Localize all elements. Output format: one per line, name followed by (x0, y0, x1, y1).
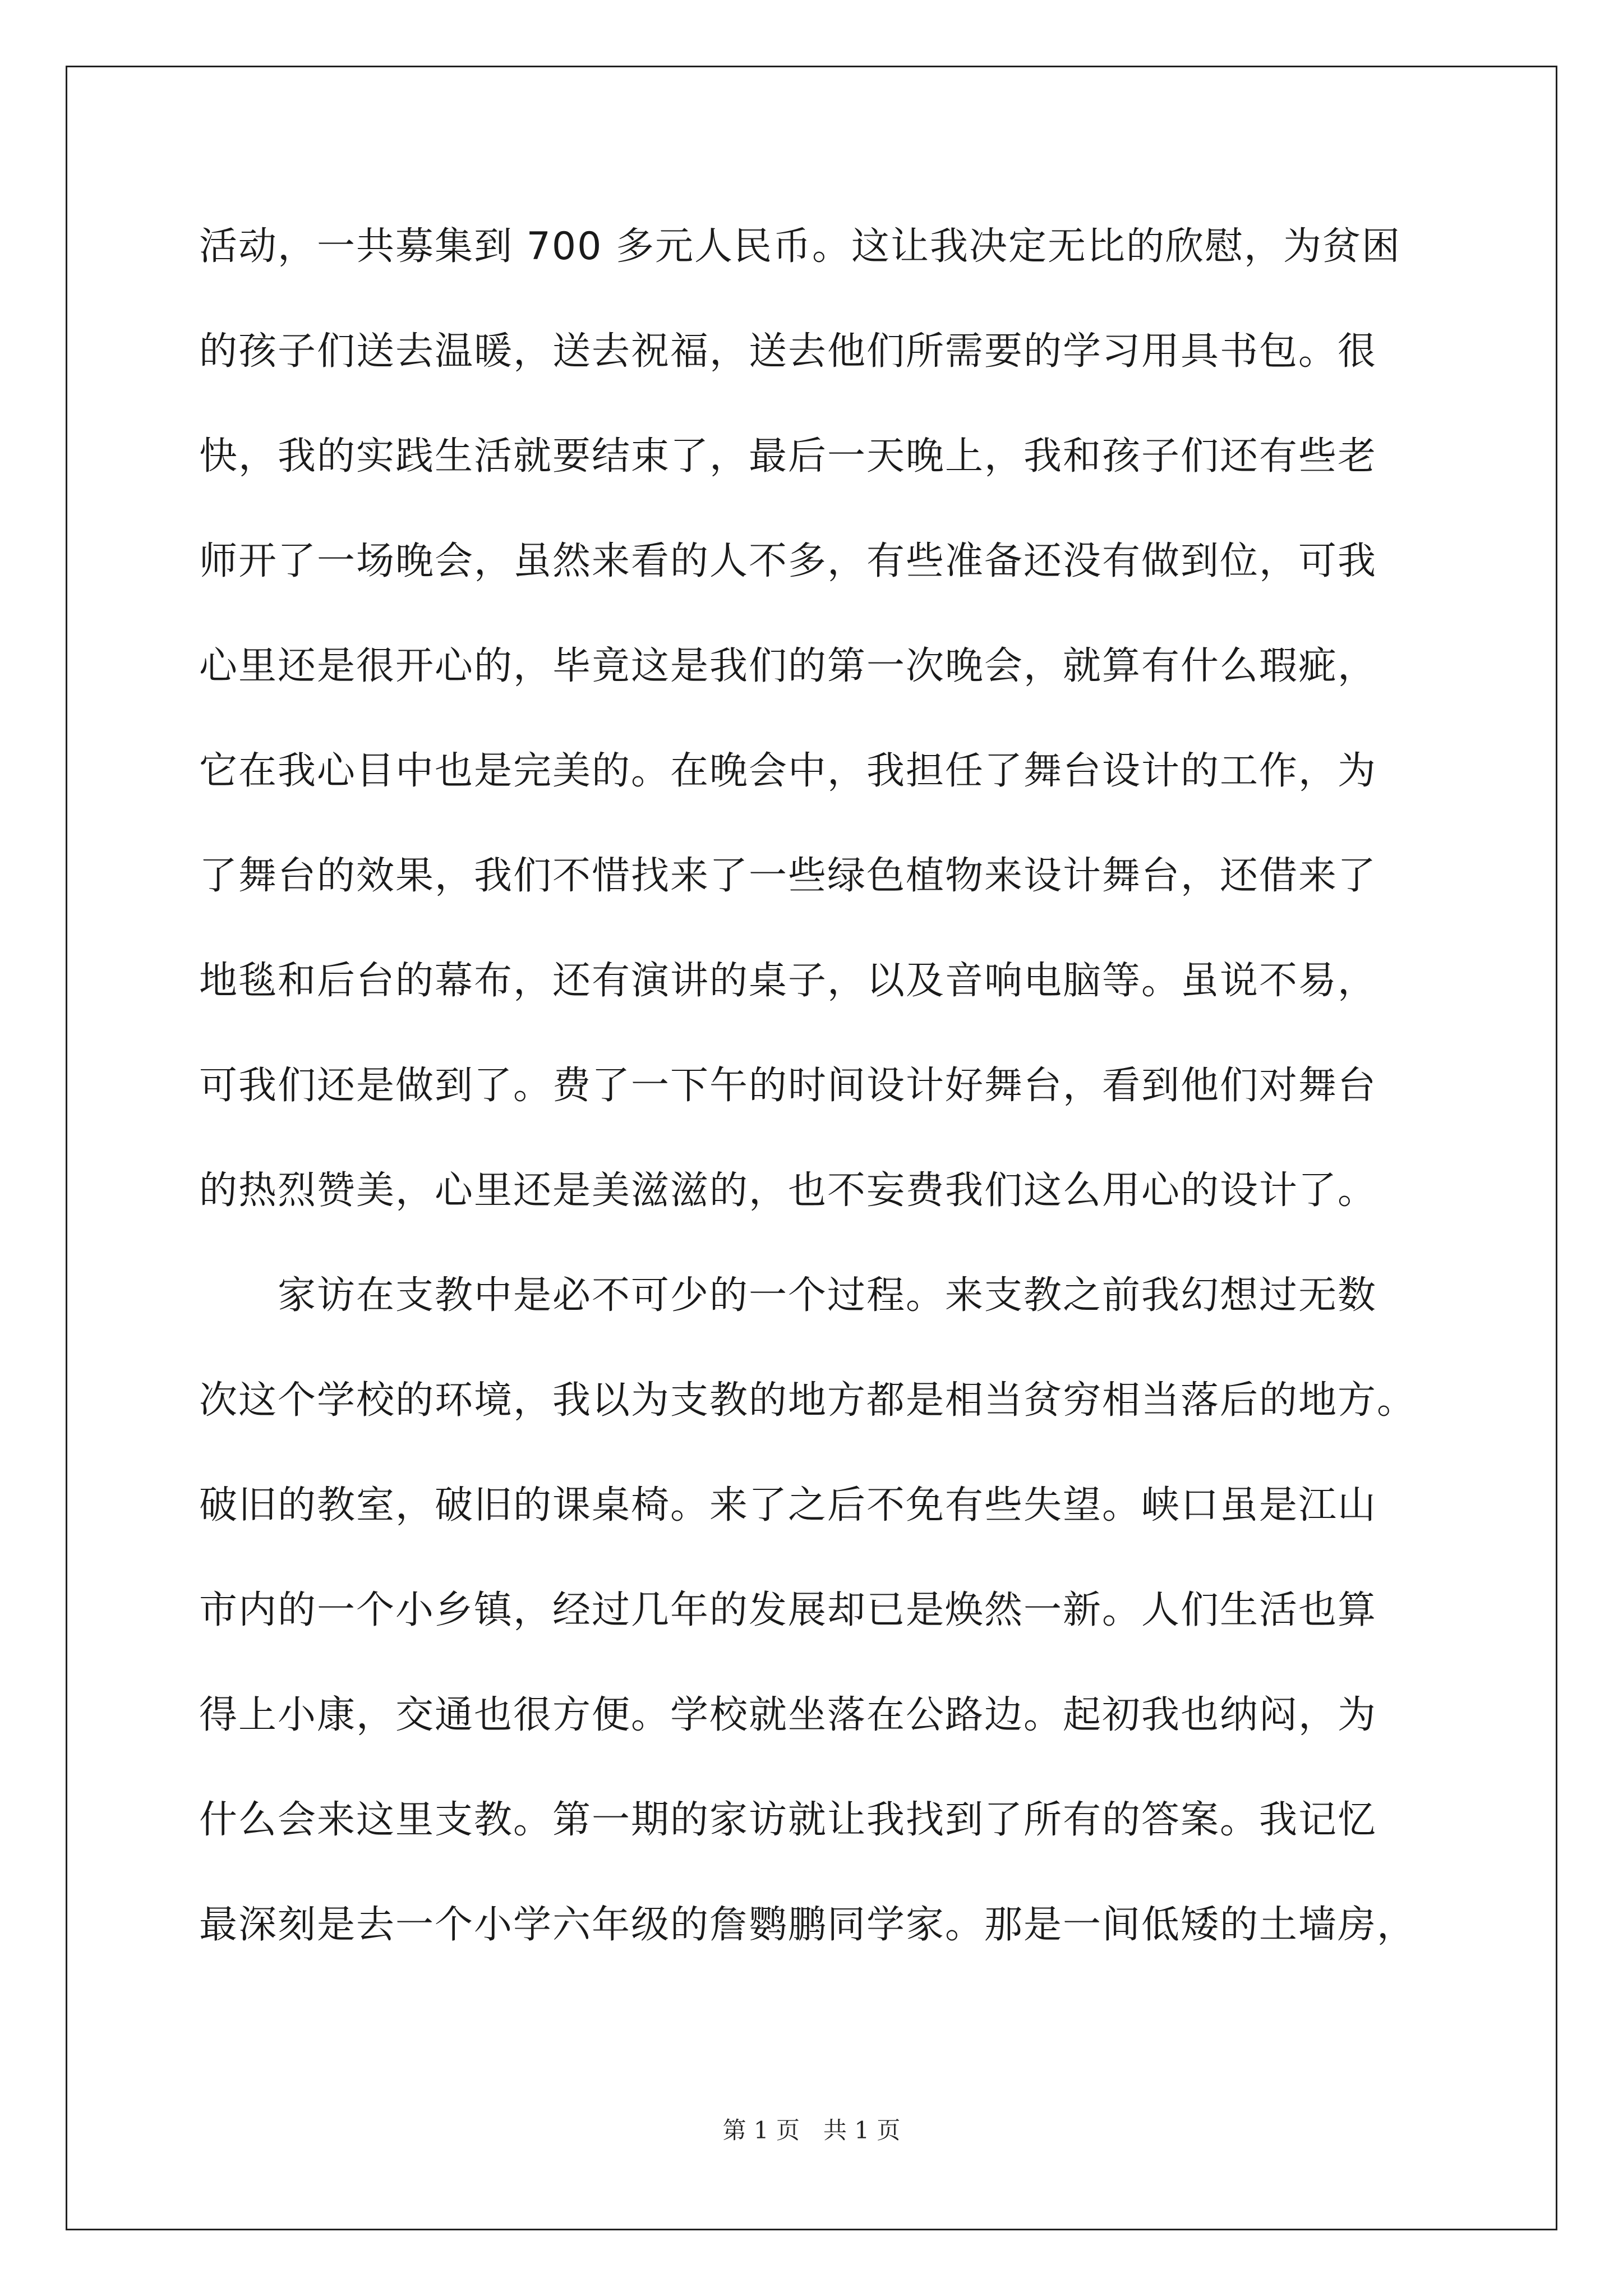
text-line: 快，我的实践生活就要结束了，最后一天晚上，我和孩子们还有些老 (199, 434, 1377, 478)
text-line: 家访在支教中是必不可少的一个过程。来支教之前我幻想过无数 (199, 1273, 1377, 1318)
text-line: 了舞台的效果，我们不惜找来了一些绿色植物来设计舞台，还借来了 (199, 854, 1377, 898)
text-line: 活动，一共募集到 700 多元人民币。这让我决定无比的欣慰，为贫困 (199, 224, 1401, 269)
text-line: 心里还是很开心的，毕竟这是我们的第一次晚会，就算有什么瑕疵， (199, 644, 1377, 688)
text-line: 可我们还是做到了。费了一下午的时间设计好舞台，看到他们对舞台 (199, 1064, 1377, 1108)
text-line: 得上小康，交通也很方便。学校就坐落在公路边。起初我也纳闷，为 (199, 1693, 1377, 1737)
text-line: 的孩子们送去温暖，送去祝福，送去他们所需要的学习用具书包。很 (199, 329, 1377, 374)
document-body (199, 216, 1433, 1999)
text-line: 次这个学校的环境，我以为支教的地方都是相当贫穷相当落后的地方。 (199, 1378, 1417, 1423)
text-line: 的热烈赞美，心里还是美滋滋的，也不妄费我们这么用心的设计了。 (199, 1168, 1377, 1213)
text-line: 最深刻是去一个小学六年级的詹鹦鹏同学家。那是一间低矮的土墙房， (199, 1903, 1417, 1947)
text-line: 地毯和后台的幕布，还有演讲的桌子，以及音响电脑等。虽说不易， (199, 959, 1377, 1003)
text-line: 师开了一场晚会，虽然来看的人不多，有些准备还没有做到位，可我 (199, 539, 1377, 583)
text-line: 市内的一个小乡镇，经过几年的发展却已是焕然一新。人们生活也算 (199, 1588, 1377, 1632)
text-line: 什么会来这里支教。第一期的家访就让我找到了所有的答案。我记忆 (199, 1798, 1377, 1842)
text-line: 破旧的教室，破旧的课桌椅。来了之后不免有些失望。峡口虽是江山 (199, 1483, 1377, 1527)
text-line: 它在我心目中也是完美的。在晚会中，我担任了舞台设计的工作，为 (199, 749, 1377, 793)
page-footer: 第 1 页 共 1 页 (722, 2116, 901, 2144)
